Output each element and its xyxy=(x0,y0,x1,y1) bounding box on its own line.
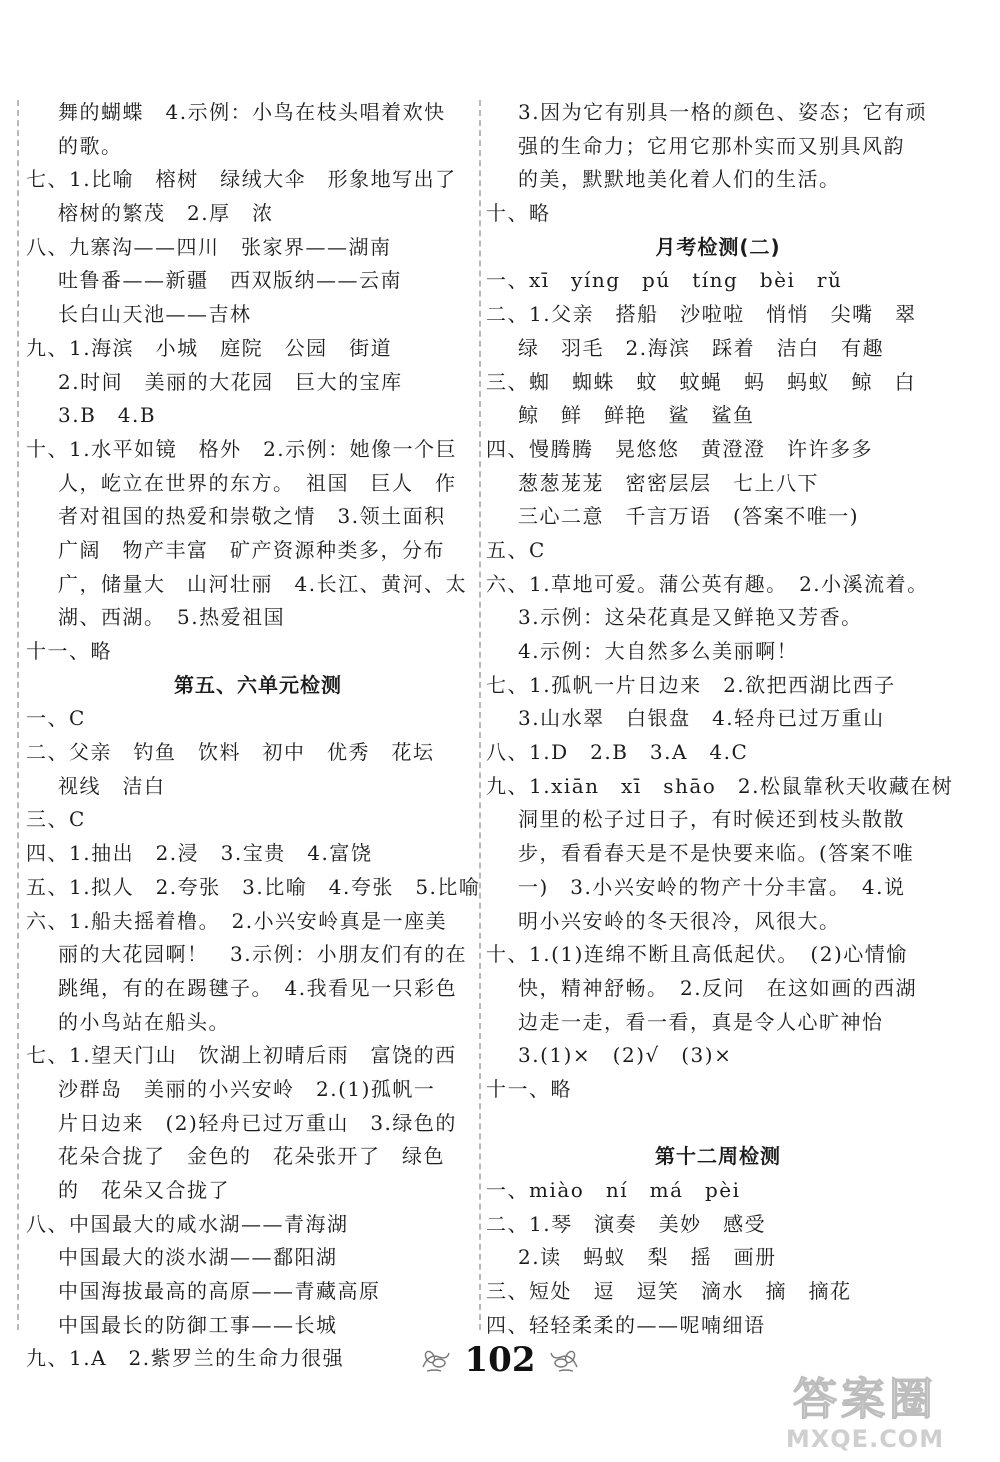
answer-line-continued: 3.(1)× (2)√ (3)× xyxy=(518,1043,733,1068)
answer-line: 一、miào ní má pèi xyxy=(486,1178,741,1202)
answer-line: 三、短处 逗 逗笑 滴水 摘 摘花 xyxy=(486,1279,852,1304)
right-answer-column xyxy=(486,96,954,1342)
answer-line-continued: 广，储量大 山河壮丽 4.长江、黄河、太 xyxy=(58,571,468,596)
answer-line-continued: 的小鸟站在船头。 xyxy=(58,1009,230,1034)
answer-line-continued: 广阔 物产丰富 矿产资源种类多，分布 xyxy=(58,537,445,562)
answer-line-continued: 3.因为它有别具一格的颜色、姿态；它有顽 xyxy=(518,100,928,124)
answer-line: 七、1.孤帆一片日边来 2.欲把西湖比西子 xyxy=(486,672,896,697)
answer-line-continued: 快，精神舒畅。 2.反问 在这如画的西湖 xyxy=(518,975,918,1000)
answer-line: 五、1.拟人 2.夸张 3.比喻 4.夸张 5.比喻 xyxy=(26,874,481,899)
blank-gap xyxy=(518,1107,918,1141)
answer-line-continued: 2.读 蚂蚁 梨 摇 画册 xyxy=(518,1245,777,1270)
answer-line: 八、九寨沟——四川 张家界——湖南 xyxy=(26,234,392,259)
answer-line-continued: 的 花朵又合拢了 xyxy=(58,1178,230,1202)
answer-line: 九、1.xiān xī shāo 2.松鼠靠秋天收藏在树 xyxy=(486,773,954,798)
answer-line-continued: 绿 羽毛 2.海滨 踩着 洁白 有趣 xyxy=(518,335,885,360)
section-heading: 第十二周检测 xyxy=(655,1144,781,1169)
answer-line-continued: 跳绳，有的在踢毽子。 4.我看见一只彩色 xyxy=(58,975,458,1000)
answer-line-continued: 者对祖国的热爱和崇敬之情 3.领土面积 xyxy=(58,504,446,529)
watermark-logo: 答案圈 xyxy=(793,1374,937,1425)
answer-line: 三、C xyxy=(26,807,86,832)
section-heading: 月考检测(二) xyxy=(655,234,781,259)
answer-line-continued: 强的生命力；它用它那朴实而又别具风韵 xyxy=(518,133,905,158)
answer-line: 七、1.比喻 榕树 绿绒大伞 形象地写出了 xyxy=(26,167,457,192)
answer-line: 七、1.望天门山 饮湖上初晴后雨 富饶的西 xyxy=(26,1043,457,1068)
answer-line-continued: 3.示例：这朵花真是又鲜艳又芳香。 xyxy=(518,605,863,630)
answer-line: 三、蜘 蜘蛛 蚊 蚊蝇 蚂 蚂蚁 鲸 白 xyxy=(486,369,916,394)
answer-line-continued: 3.山水翠 白银盘 4.轻舟已过万重山 xyxy=(518,706,885,731)
answer-line: 九、1.海滨 小城 庭院 公园 街道 xyxy=(26,335,393,360)
answer-line: 四、1.抽出 2.浸 3.宝贵 4.富饶 xyxy=(26,841,373,866)
answer-line-continued: 中国最大的淡水湖——鄱阳湖 xyxy=(58,1245,338,1270)
answer-line-continued: 片日边来 (2)轻舟已过万重山 3.绿色的 xyxy=(58,1110,457,1135)
answer-line: 十、略 xyxy=(486,201,551,226)
answer-line: 九、1.A 2.紫罗兰的生命力很强 xyxy=(26,1346,345,1371)
answer-line-continued: 步，看看春天是不是快要来临。(答案不唯 xyxy=(518,841,915,866)
answer-line: 一、C xyxy=(26,706,86,731)
answer-line-continued: 湖、西湖。 5.热爱祖国 xyxy=(58,605,286,630)
flower-ornament-icon xyxy=(419,1345,453,1375)
answer-line: 一、xī yíng pú tíng bèi rǔ xyxy=(486,268,843,293)
watermark-url: MXQE.COM xyxy=(785,1425,945,1453)
answer-line: 二、父亲 钓鱼 饮料 初中 优秀 花坛 xyxy=(26,740,435,765)
answer-line-continued: 中国海拔最高的高原——青藏高原 xyxy=(58,1279,381,1304)
answer-line: 十一、略 xyxy=(486,1076,572,1101)
answer-line-continued: 中国最长的防御工事——长城 xyxy=(58,1312,338,1337)
answer-line: 十、1.水平如镜 格外 2.示例：她像一个巨 xyxy=(26,436,458,461)
answer-line-continued: 洞里的松子过日子，有时候还到枝头散散 xyxy=(518,807,905,832)
answer-line-continued: 丽的大花园啊！ 3.示例：小朋友们有的在 xyxy=(58,942,468,967)
left-answer-column xyxy=(26,96,481,1376)
page-number: 102 xyxy=(464,1340,536,1380)
answer-line-continued: 花朵合拢了 金色的 花朵张开了 绿色 xyxy=(58,1144,445,1169)
column-divider-dashed-line xyxy=(479,100,481,1330)
answer-line-continued: 的歌。 xyxy=(58,133,123,158)
answer-line: 十一、略 xyxy=(26,639,112,663)
answer-line: 四、慢腾腾 晃悠悠 黄澄澄 许许多多 xyxy=(486,436,873,461)
answer-line: 四、轻轻柔柔的——呢喃细语 xyxy=(486,1312,766,1337)
answer-line-continued: 明小兴安岭的冬天很冷，风很大。 xyxy=(518,908,841,933)
answer-line: 六、1.草地可爱。蒲公英有趣。 2.小溪流着。 xyxy=(486,571,929,596)
answer-line-continued: 3.B 4.B xyxy=(58,403,157,428)
answer-line-continued: 三心二意 千言万语 (答案不唯一) xyxy=(518,504,860,529)
answer-line-continued: 舞的蝴蝶 4.示例：小鸟在枝头唱着欢快 xyxy=(58,100,446,124)
answer-line-continued: 一) 3.小兴安岭的物产十分丰富。 4.说 xyxy=(518,874,906,899)
answer-line-continued: 长白山天池——吉林 xyxy=(58,302,252,327)
answer-line-continued: 人，屹立在世界的东方。 祖国 巨人 作 xyxy=(58,470,457,495)
watermark xyxy=(750,1374,980,1454)
answer-line-continued: 鲸 鲜 鲜艳 鲨 鲨鱼 xyxy=(518,403,755,428)
answer-line-continued: 榕树的繁茂 2.厚 浓 xyxy=(58,201,274,226)
answer-line: 二、1.父亲 搭船 沙啦啦 悄悄 尖嘴 翠 xyxy=(486,302,917,327)
answer-line-continued: 视线 洁白 xyxy=(58,773,166,798)
answer-line: 八、中国最大的咸水湖——青海湖 xyxy=(26,1211,349,1236)
section-heading: 第五、六单元检测 xyxy=(174,672,342,697)
answer-line-continued: 2.时间 美丽的大花园 巨大的宝库 xyxy=(58,369,403,394)
answer-line: 八、1.D 2.B 3.A 4.C xyxy=(486,740,749,765)
answer-line: 十、1.(1)连绵不断且高低起伏。 (2)心情愉 xyxy=(486,942,908,967)
flower-ornament-icon xyxy=(547,1345,581,1375)
answer-line-continued: 葱葱茏茏 密密层层 七上八下 xyxy=(518,470,819,495)
answer-line: 六、1.船夫摇着橹。 2.小兴安岭真是一座美 xyxy=(26,908,448,933)
answer-line-continued: 的美，默默地美化着人们的生活。 xyxy=(518,167,841,192)
answer-line: 五、C xyxy=(486,537,546,562)
left-margin-dashed-line xyxy=(17,100,19,1330)
answer-line: 二、1.琴 演奏 美妙 感受 xyxy=(486,1211,767,1236)
answer-line-continued: 沙群岛 美丽的小兴安岭 2.(1)孤帆一 xyxy=(58,1076,436,1101)
answer-line-continued: 边走一走，看一看，真是令人心旷神怡 xyxy=(518,1009,884,1034)
answer-line-continued: 吐鲁番——新疆 西双版纳——云南 xyxy=(58,268,402,293)
answer-line-continued: 4.示例：大自然多么美丽啊！ xyxy=(518,639,799,663)
